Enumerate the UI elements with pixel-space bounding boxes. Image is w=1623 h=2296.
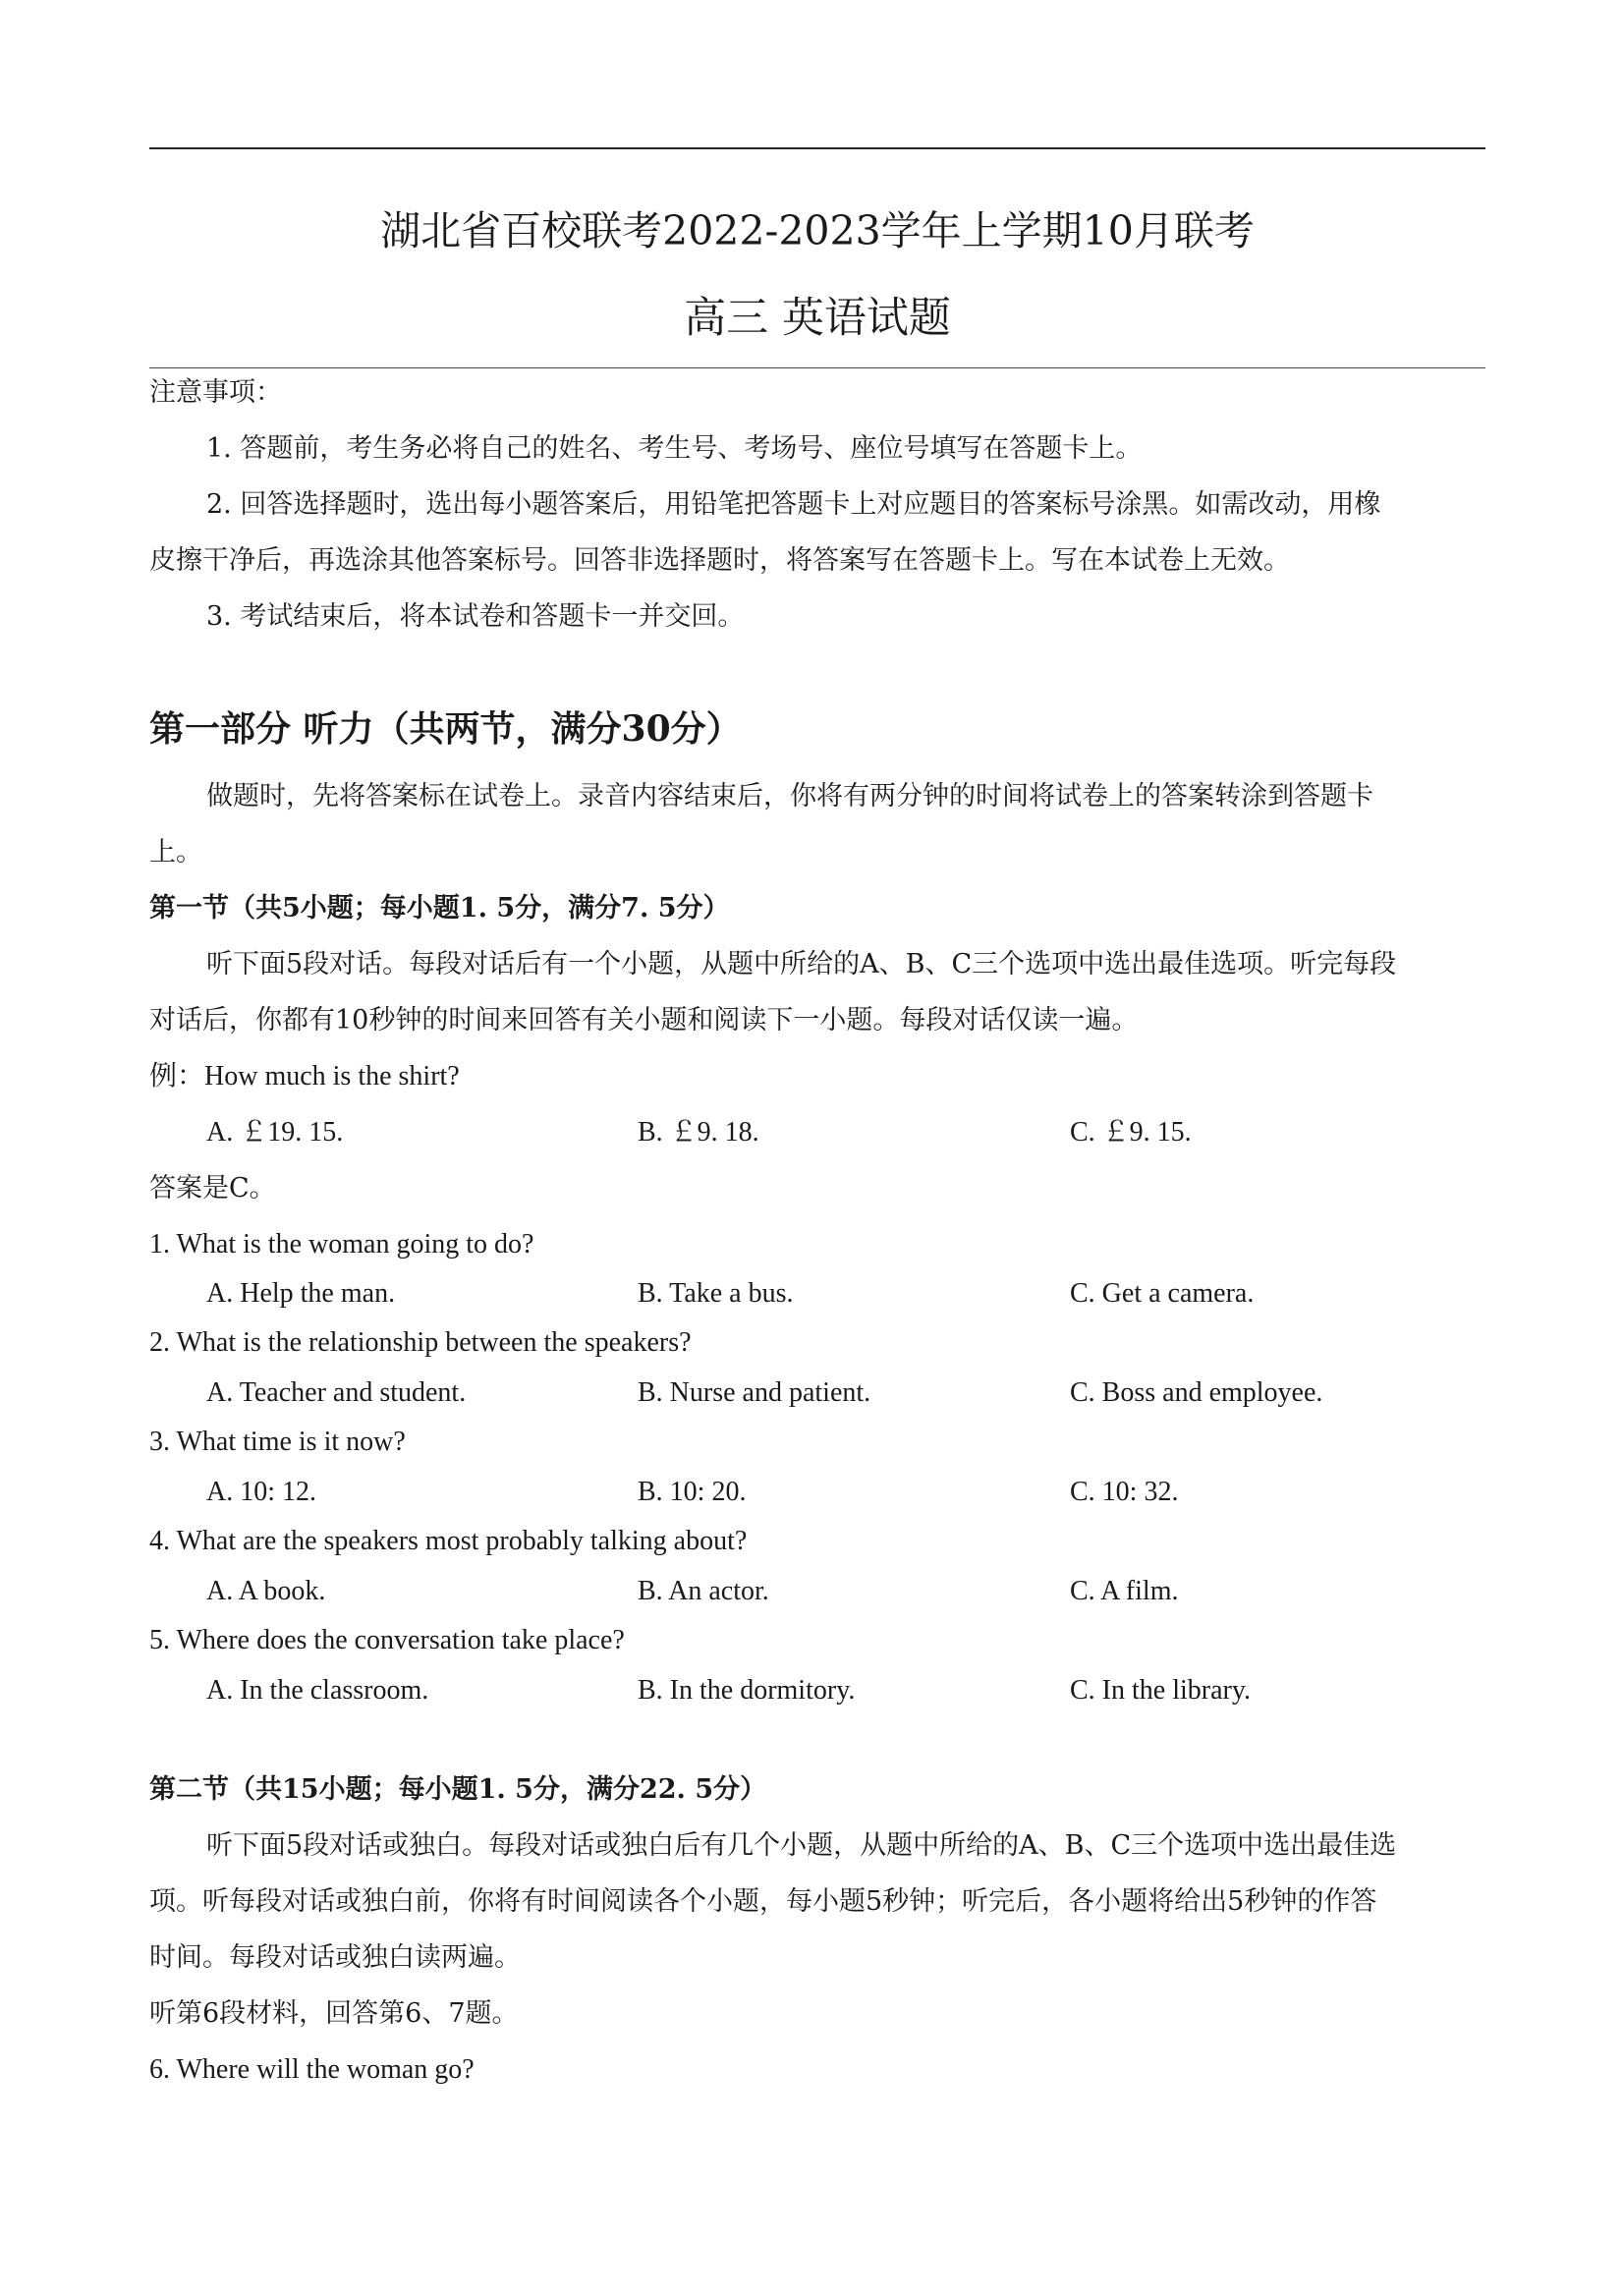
section2-instructions-end: 时间。每段对话或独白读两遍。 bbox=[149, 1942, 521, 1973]
notice-item-2-cont: 皮擦干净后，再选涂其他答案标号。回答非选择题时，将答案写在答题卡上。写在本试卷上无效。 bbox=[149, 545, 1290, 576]
section2-instructions-cont: 项。听每段对话或独白前，你将有时间阅读各个小题，每小题5秒钟；听完后，各小题将给出5秒钟的作答 bbox=[149, 1886, 1377, 1917]
example-answer: 答案是C。 bbox=[149, 1173, 276, 1204]
part1-intro: 做题时，先将答案标在试卷上。录音内容结束后，你将有两分钟的时间将试卷上的答案转涂到答题卡 bbox=[206, 781, 1373, 812]
question-4-option-a: A. A book. bbox=[206, 1576, 326, 1606]
question-5-option-a: A. In the classroom. bbox=[206, 1675, 429, 1706]
question-4: 4. What are the speakers most probably talking about? bbox=[149, 1526, 748, 1556]
question-5: 5. Where does the conversation take place? bbox=[149, 1625, 625, 1655]
example-option-a: A. ￡19. 15. bbox=[206, 1117, 344, 1148]
section2-heading: 第二节（共15小题；每小题1. 5分，满分22. 5分） bbox=[149, 1774, 767, 1805]
question-1-option-c: C. Get a camera. bbox=[1070, 1278, 1255, 1309]
notice-heading: 注意事项： bbox=[149, 377, 282, 408]
question-3-option-b: B. 10: 20. bbox=[638, 1477, 747, 1507]
material-6-label: 听第6段材料，回答第6、7题。 bbox=[149, 1998, 519, 2029]
question-3: 3. What time is it now? bbox=[149, 1427, 406, 1457]
question-2-option-a: A. Teacher and student. bbox=[206, 1377, 467, 1408]
question-3-option-c: C. 10: 32. bbox=[1070, 1477, 1179, 1507]
question-6: 6. Where will the woman go? bbox=[149, 2054, 475, 2085]
question-2-option-c: C. Boss and employee. bbox=[1070, 1377, 1323, 1408]
example-option-b: B. ￡9. 18. bbox=[638, 1117, 759, 1148]
section1-instructions: 听下面5段对话。每段对话后有一个小题，从题中所给的A、B、C三个选项中选出最佳选项。听完每段 bbox=[206, 949, 1397, 980]
question-5-option-c: C. In the library. bbox=[1070, 1675, 1252, 1706]
question-1: 1. What is the woman going to do? bbox=[149, 1229, 534, 1260]
question-5-option-b: B. In the dormitory. bbox=[638, 1675, 856, 1706]
example-question: 例：How much is the shirt? bbox=[149, 1061, 460, 1092]
part1-intro-cont: 上。 bbox=[149, 837, 202, 868]
question-2: 2. What is the relationship between the speakers? bbox=[149, 1327, 692, 1358]
notice-item-2: 2. 回答选择题时，选出每小题答案后，用铅笔把答题卡上对应题目的答案标号涂黑。如需改动，用橡 bbox=[206, 489, 1381, 520]
part1-heading: 第一部分 听力（共两节，满分30分） bbox=[149, 708, 742, 750]
section2-instructions: 听下面5段对话或独白。每段对话或独白后有几个小题，从题中所给的A、B、C三个选项中选出最佳选 bbox=[206, 1830, 1397, 1861]
notice-item-1: 1. 答题前，考生务必将自己的姓名、考生号、考场号、座位号填写在答题卡上。 bbox=[206, 433, 1143, 464]
example-option-c: C. ￡9. 15. bbox=[1070, 1117, 1192, 1148]
question-4-option-b: B. An actor. bbox=[638, 1576, 769, 1606]
question-1-option-a: A. Help the man. bbox=[206, 1278, 396, 1309]
section1-instructions-cont: 对话后，你都有10秒钟的时间来回答有关小题和阅读下一小题。每段对话仅读一遍。 bbox=[149, 1005, 1139, 1036]
exam-title: 湖北省百校联考2022-2023学年上学期10月联考 bbox=[380, 207, 1255, 254]
question-1-option-b: B. Take a bus. bbox=[638, 1278, 794, 1309]
exam-subtitle: 高三 英语试题 bbox=[684, 294, 951, 343]
top-rule bbox=[149, 147, 1485, 149]
header-rule bbox=[149, 367, 1485, 368]
section1-heading: 第一节（共5小题；每小题1. 5分，满分7. 5分） bbox=[149, 893, 730, 924]
exam-page bbox=[149, 0, 1485, 2296]
question-3-option-a: A. 10: 12. bbox=[206, 1477, 316, 1507]
question-2-option-b: B. Nurse and patient. bbox=[638, 1377, 871, 1408]
question-4-option-c: C. A film. bbox=[1070, 1576, 1179, 1606]
notice-item-3: 3. 考试结束后，将本试卷和答题卡一并交回。 bbox=[206, 601, 745, 632]
